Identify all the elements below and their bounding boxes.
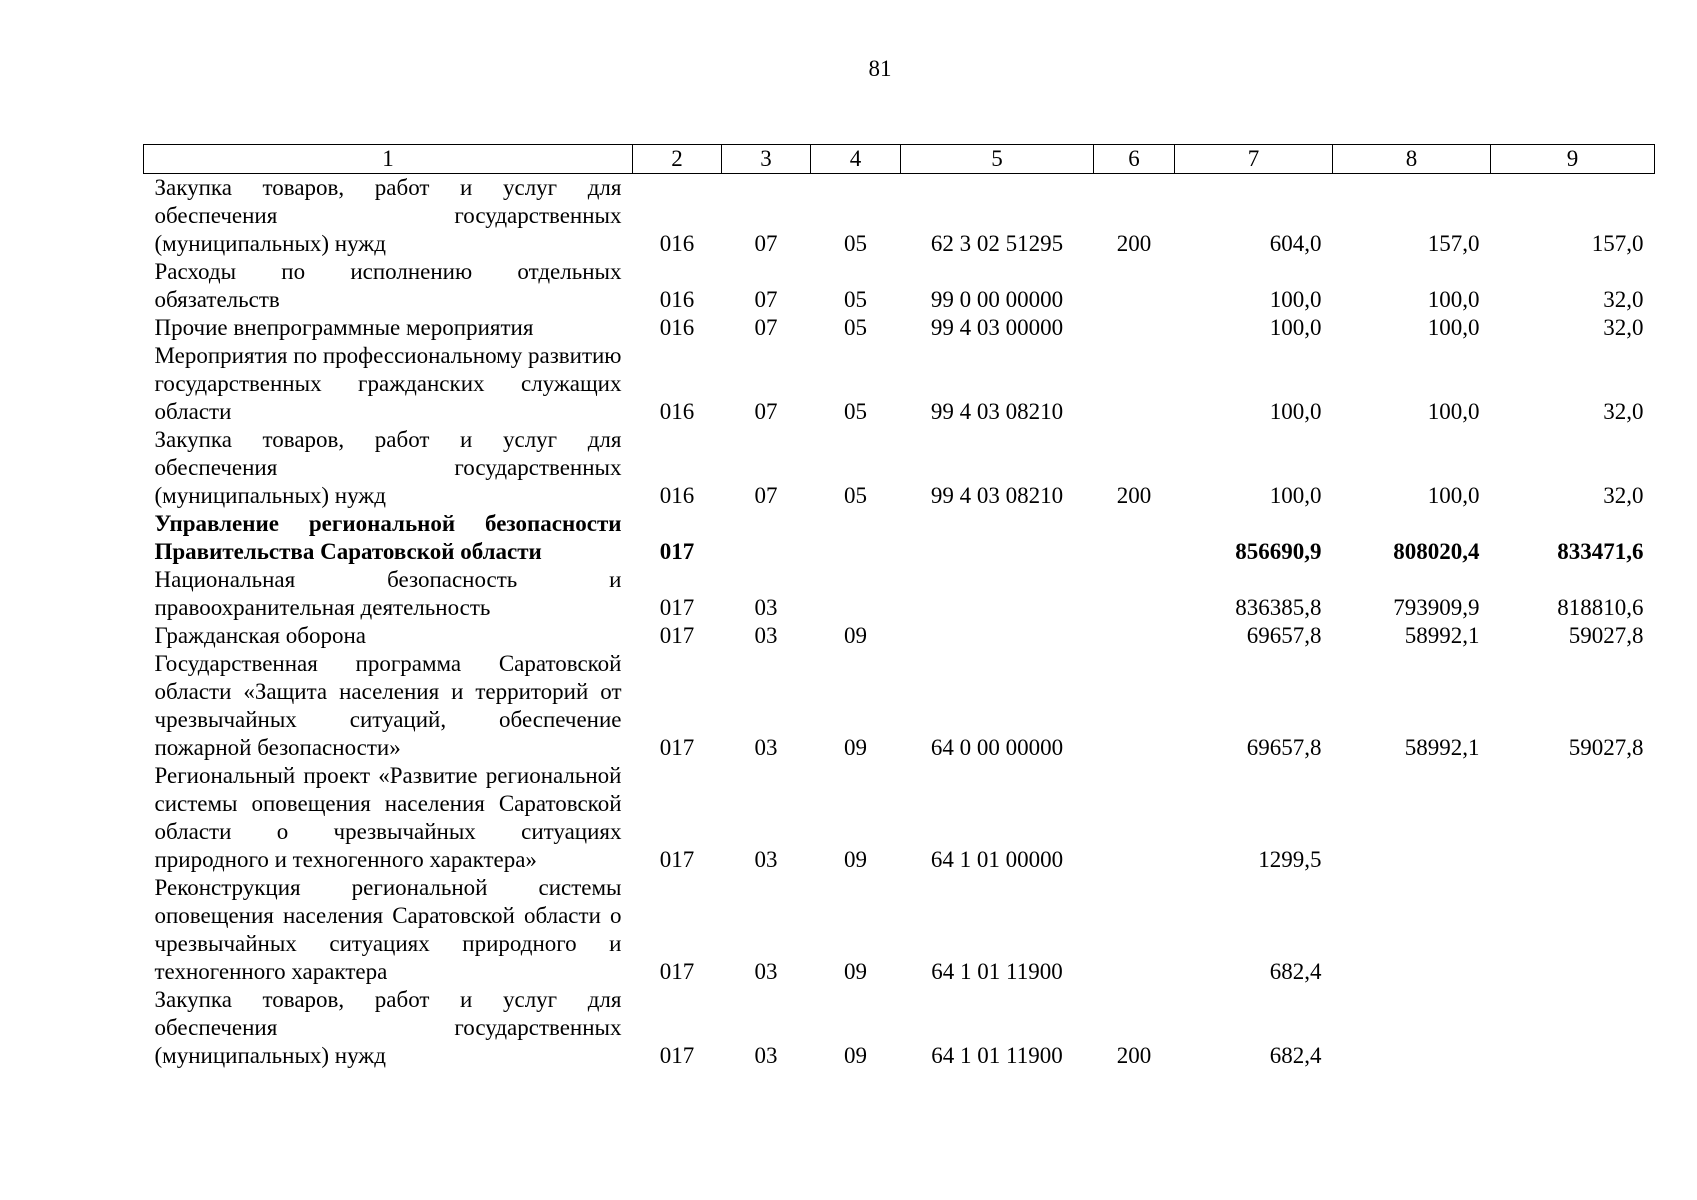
row-admin-code: 016 [659, 287, 695, 312]
row-expense-type [1094, 566, 1175, 622]
row-value-col7: 100,0 [1269, 399, 1322, 424]
row-value-col9 [1491, 986, 1655, 1070]
row-target-article: 99 4 03 00000 [930, 315, 1064, 340]
row-admin-code: 017 [659, 539, 695, 564]
row-name: Реконструкция региональной системы оповещения населения Саратовской области о чрезвычайных ситуациях природного и техногенного характера [154, 875, 622, 984]
row-name: Мероприятия по профессиональному развитию государственных гражданских служащих области [154, 343, 622, 424]
row-value-col8: 100,0 [1427, 287, 1480, 312]
row-expense-type [1094, 314, 1175, 342]
column-header: 8 [1333, 145, 1491, 174]
row-subsection [811, 510, 901, 566]
budget-table [143, 144, 1655, 1070]
row-section: 03 [754, 623, 778, 648]
row-admin-code: 016 [659, 315, 695, 340]
table-row [144, 622, 1655, 650]
row-value-col9: 32,0 [1603, 315, 1644, 340]
row-value-col9 [1491, 762, 1655, 874]
row-value-col7: 836385,8 [1235, 595, 1322, 620]
row-section [722, 510, 811, 566]
row-value-col8: 100,0 [1427, 483, 1480, 508]
row-expense-type [1094, 874, 1175, 986]
row-target-article: 64 1 01 11900 [931, 959, 1063, 984]
row-admin-code: 016 [659, 483, 695, 508]
row-target-article: 99 4 03 08210 [930, 483, 1064, 508]
row-name: Закупка товаров, работ и услуг для обеспечения государственных (муниципальных) нужд [154, 987, 622, 1068]
row-target-article: 99 0 00 00000 [930, 287, 1064, 312]
row-value-col9: 818810,6 [1557, 595, 1644, 620]
table-row [144, 566, 1655, 622]
row-value-col8 [1333, 874, 1491, 986]
row-value-col8: 808020,4 [1393, 539, 1480, 564]
row-subsection: 05 [844, 315, 867, 340]
row-name: Прочие внепрограммные мероприятия [154, 315, 534, 340]
row-target-article: 64 0 00 00000 [930, 735, 1064, 760]
row-name: Расходы по исполнению отдельных обязательств [154, 259, 622, 312]
row-admin-code: 016 [659, 231, 695, 256]
row-value-col7: 100,0 [1269, 483, 1322, 508]
column-header: 6 [1094, 145, 1175, 174]
row-value-col7: 69657,8 [1246, 623, 1322, 648]
row-name: Гражданская оборона [154, 623, 366, 648]
row-admin-code: 017 [659, 735, 695, 760]
row-value-col7: 604,0 [1269, 231, 1322, 256]
row-section: 07 [754, 315, 778, 340]
row-subsection: 09 [844, 1043, 867, 1068]
row-expense-type: 200 [1116, 1043, 1152, 1068]
table-row [144, 258, 1655, 314]
row-value-col9 [1491, 874, 1655, 986]
row-name: Закупка товаров, работ и услуг для обеспечения государственных (муниципальных) нужд [154, 175, 622, 256]
row-admin-code: 016 [659, 399, 695, 424]
row-section: 03 [754, 595, 778, 620]
row-subsection [811, 566, 901, 622]
table-body [144, 174, 1655, 1071]
column-header: 9 [1491, 145, 1655, 174]
column-header: 4 [811, 145, 901, 174]
row-name: Закупка товаров, работ и услуг для обеспечения государственных (муниципальных) нужд [154, 427, 622, 508]
row-value-col8 [1333, 986, 1491, 1070]
row-value-col7: 682,4 [1269, 959, 1322, 984]
row-expense-type: 200 [1116, 231, 1152, 256]
row-value-col8: 100,0 [1427, 399, 1480, 424]
row-section: 03 [754, 959, 778, 984]
row-value-col9: 59027,8 [1568, 623, 1644, 648]
row-value-col7: 1299,5 [1258, 847, 1322, 872]
row-target-article [901, 566, 1094, 622]
row-value-col7: 682,4 [1269, 1043, 1322, 1068]
row-value-col8: 58992,1 [1404, 735, 1480, 760]
row-value-col7: 100,0 [1269, 315, 1322, 340]
row-section: 03 [754, 735, 778, 760]
row-subsection: 09 [844, 623, 867, 648]
row-section: 03 [754, 847, 778, 872]
row-value-col9: 32,0 [1603, 287, 1644, 312]
row-subsection: 05 [844, 399, 867, 424]
row-expense-type: 200 [1116, 483, 1152, 508]
row-expense-type [1094, 342, 1175, 426]
row-name: Национальная безопасность и правоохранительная деятельность [154, 567, 622, 620]
row-subsection: 05 [844, 231, 867, 256]
row-value-col8: 793909,9 [1393, 595, 1480, 620]
row-subsection: 05 [844, 287, 867, 312]
row-target-article [901, 622, 1094, 650]
row-admin-code: 017 [659, 595, 695, 620]
row-section: 07 [754, 483, 778, 508]
row-name: Региональный проект «Развитие региональной системы оповещения населения Саратовской области о чрезвычайных ситуациях природного и техногенного характера» [154, 763, 622, 872]
table-row [144, 426, 1655, 510]
row-subsection: 05 [844, 483, 867, 508]
column-header: 2 [633, 145, 722, 174]
row-subsection: 09 [844, 959, 867, 984]
row-value-col7: 69657,8 [1246, 735, 1322, 760]
row-subsection: 09 [844, 735, 867, 760]
row-value-col8: 100,0 [1427, 315, 1480, 340]
row-value-col9: 59027,8 [1568, 735, 1644, 760]
column-header: 5 [901, 145, 1094, 174]
column-header: 3 [722, 145, 811, 174]
table-row [144, 510, 1655, 566]
row-expense-type [1094, 258, 1175, 314]
row-target-article: 64 1 01 00000 [930, 847, 1064, 872]
row-section: 07 [754, 399, 778, 424]
row-value-col8: 58992,1 [1404, 623, 1480, 648]
row-expense-type [1094, 510, 1175, 566]
row-value-col9: 157,0 [1591, 231, 1644, 256]
table-row [144, 874, 1655, 986]
row-expense-type [1094, 622, 1175, 650]
row-expense-type [1094, 650, 1175, 762]
row-section: 03 [754, 1043, 778, 1068]
row-section: 07 [754, 287, 778, 312]
row-target-article: 99 4 03 08210 [930, 399, 1064, 424]
row-target-article [901, 510, 1094, 566]
row-target-article: 62 3 02 51295 [930, 231, 1064, 256]
row-expense-type [1094, 762, 1175, 874]
table-row [144, 762, 1655, 874]
table-row [144, 314, 1655, 342]
row-section: 07 [754, 231, 778, 256]
table-row [144, 174, 1655, 259]
row-name: Государственная программа Саратовской области «Защита населения и территорий от чрезвычайных ситуаций, обеспечение пожарной безопасности» [154, 651, 622, 760]
row-target-article: 64 1 01 11900 [931, 1043, 1063, 1068]
row-subsection: 09 [844, 847, 867, 872]
row-admin-code: 017 [659, 847, 695, 872]
row-admin-code: 017 [659, 1043, 695, 1068]
row-name: Управление региональной безопасности Правительства Саратовской области [154, 511, 622, 564]
row-value-col8 [1333, 762, 1491, 874]
row-value-col7: 856690,9 [1235, 539, 1322, 564]
header-row [144, 145, 1655, 174]
table-row [144, 986, 1655, 1070]
row-value-col8: 157,0 [1427, 231, 1480, 256]
table-row [144, 342, 1655, 426]
page-number: 81 [868, 56, 892, 81]
row-value-col7: 100,0 [1269, 287, 1322, 312]
row-value-col9: 32,0 [1603, 399, 1644, 424]
row-value-col9: 833471,6 [1557, 539, 1644, 564]
table-row [144, 650, 1655, 762]
row-value-col9: 32,0 [1603, 483, 1644, 508]
column-header: 1 [144, 145, 633, 174]
column-header: 7 [1175, 145, 1333, 174]
row-admin-code: 017 [659, 623, 695, 648]
row-admin-code: 017 [659, 959, 695, 984]
